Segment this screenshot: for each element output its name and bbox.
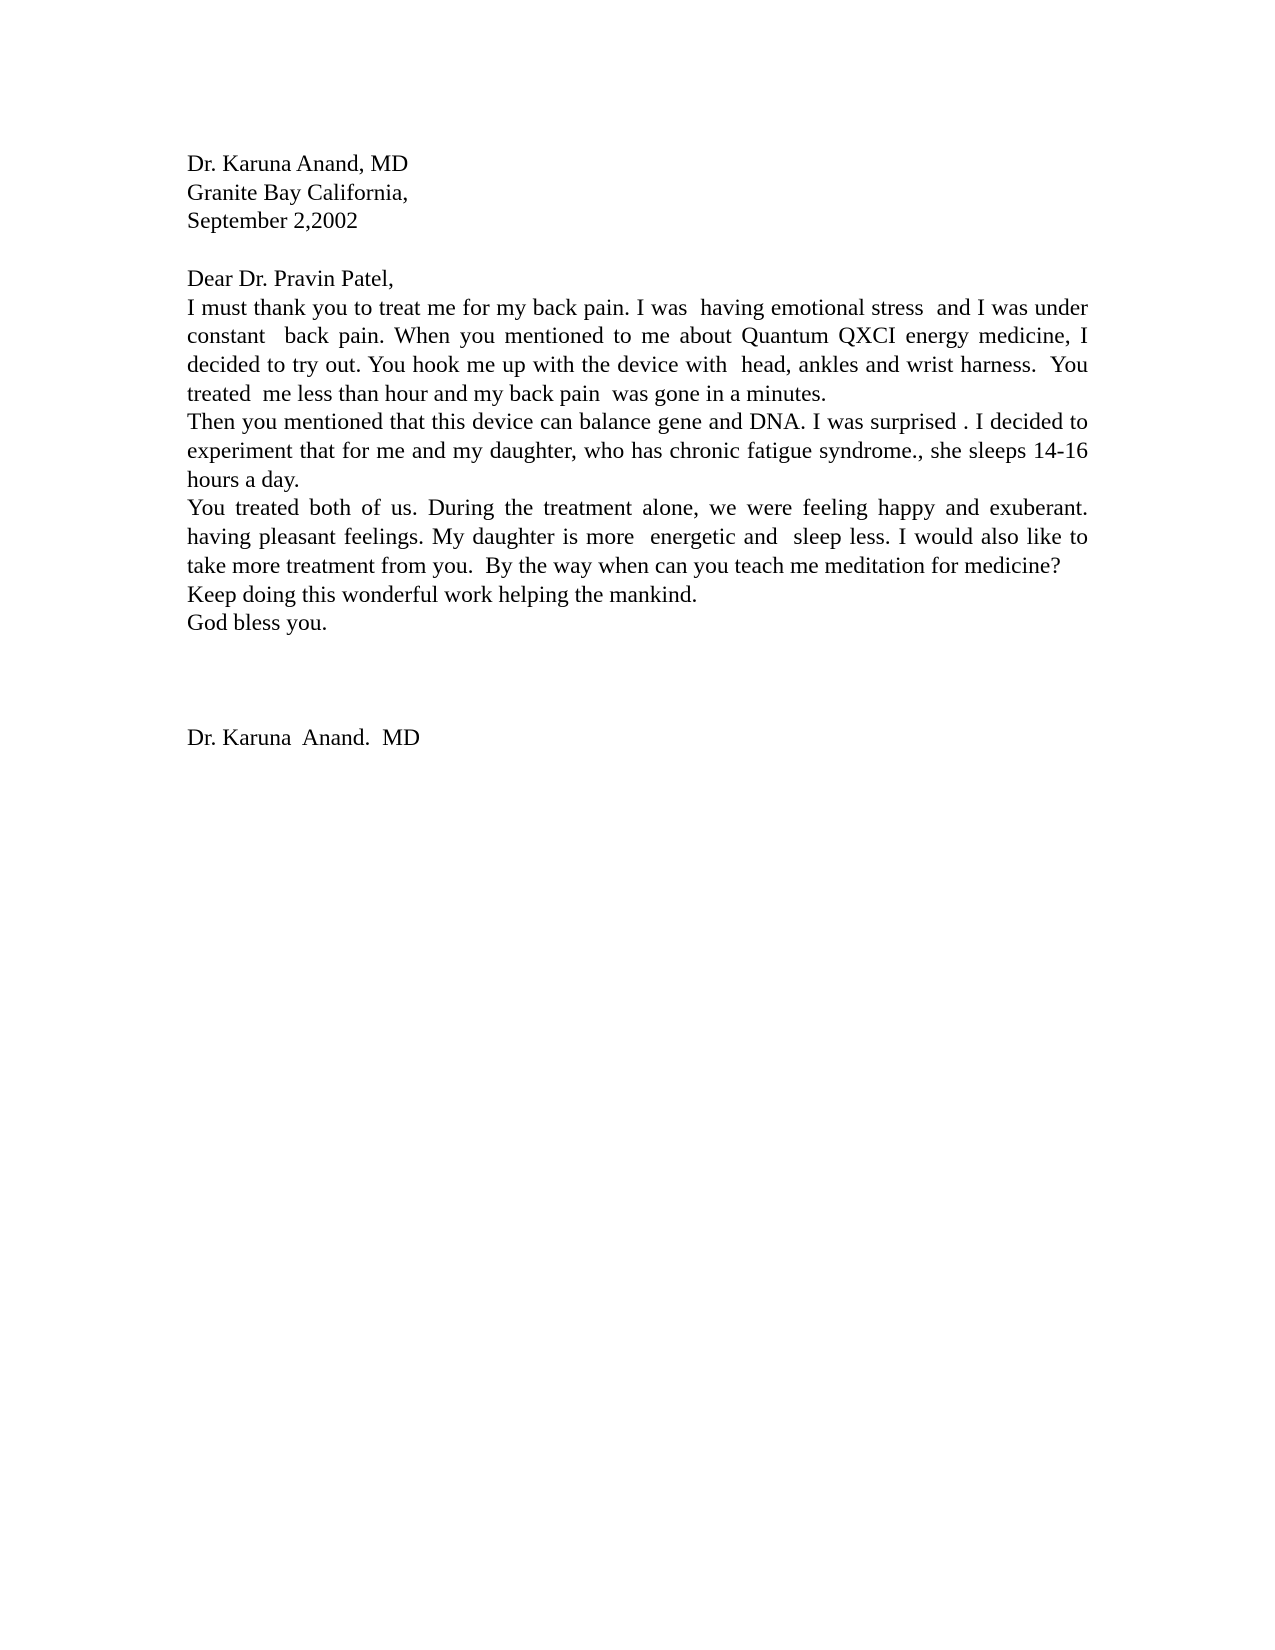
sender-name: Dr. Karuna Anand, MD [187,151,409,177]
sender-location: Granite Bay California, [187,179,409,206]
paragraph-3: You treated both of us. During the treatment alone, we were feeling happy and exuberant. having pleasant feelings. My daughter is more energetic and sleep less. I would also like to take more treatment from you. By the way when can you teach me meditation for medicine? [187,495,1094,579]
letter [187,150,1100,753]
paragraph-2: Then you mentioned that this device can balance gene and DNA. I was surprised . I decided to experiment that for me and my daughter, who has chronic fatigue syndrome., she sleeps 14-16 hours a day. [187,409,1094,493]
spacer [187,236,1088,265]
signature-name: Dr. Karuna Anand. MD [187,724,421,751]
paragraph-5: God bless you. [187,610,328,637]
spacer [187,638,1088,724]
salutation: Dear Dr. Pravin Patel, [187,265,394,292]
letter-header [187,150,1088,236]
letter-body [187,265,1100,638]
paragraph-4: Keep doing this wonderful work helping the mankind. [187,581,698,608]
letter-date: September 2,2002 [187,208,358,235]
paragraph-1: I must thank you to treat me for my back pain. I was having emotional stress and I was under constant back pain. When you mentioned to me about Quantum QXCI energy medicine, I decided to try out. You hook me up with the device with head, ankles and wrist harness. You treated me less than hour and my back pain was gone in a minutes. [187,294,1100,407]
